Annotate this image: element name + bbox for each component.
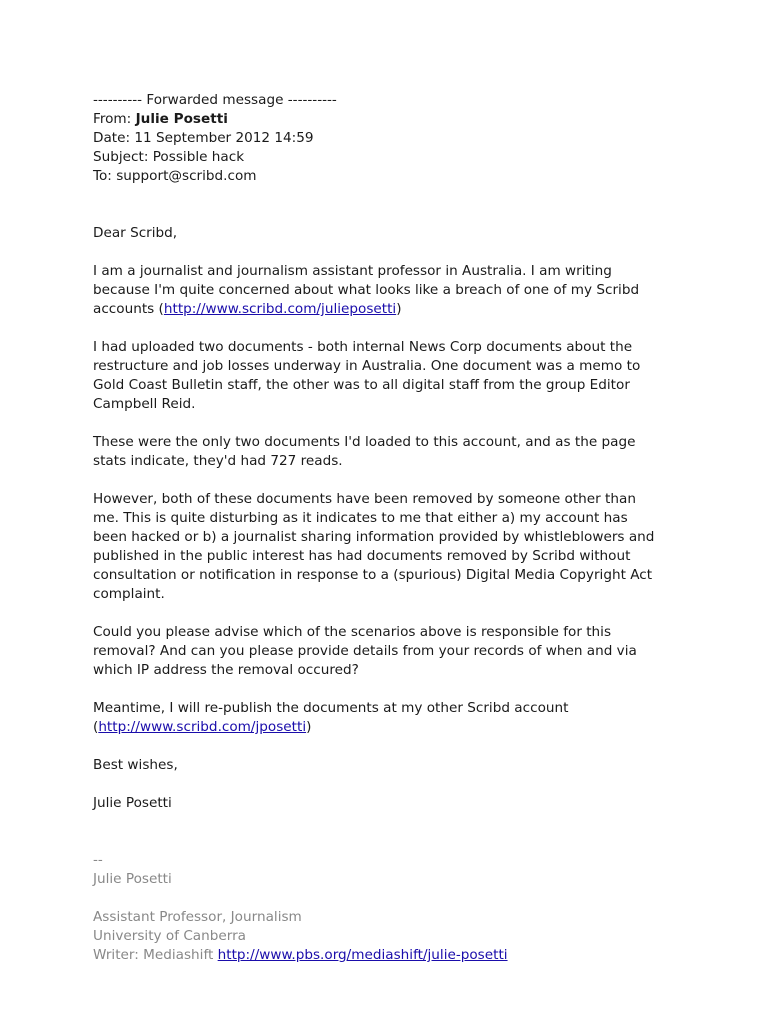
to-line: To: support@scribd.com xyxy=(93,168,257,184)
closing: Best wishes, xyxy=(93,757,178,773)
paragraph-4-line-2: me. This is quite disturbing as it indicates to me that either a) my account has xyxy=(93,510,628,526)
paragraph-3-line-1: These were the only two documents I'd loaded to this account, and as the page xyxy=(93,434,636,450)
paragraph-2-line-4: Campbell Reid. xyxy=(93,396,196,412)
scribd-jposetti-link[interactable]: http://www.scribd.com/jposetti xyxy=(98,719,307,735)
paragraph-6-close-paren: ) xyxy=(306,719,312,735)
signature-org: University of Canberra xyxy=(93,928,247,944)
paragraph-5-line-2: removal? And can you please provide details from your records of when and via xyxy=(93,643,637,659)
paragraph-4-line-6: complaint. xyxy=(93,586,165,602)
paragraph-2 xyxy=(93,338,693,414)
email-body xyxy=(93,224,693,813)
date-line: Date: 11 September 2012 14:59 xyxy=(93,130,314,146)
paragraph-3 xyxy=(93,433,693,471)
email-signature xyxy=(93,851,693,965)
signature-writer-label: Writer: Mediashift xyxy=(93,947,218,963)
from-label: From: xyxy=(93,111,136,127)
greeting: Dear Scribd, xyxy=(93,225,178,241)
paragraph-5 xyxy=(93,623,693,680)
from-line xyxy=(93,110,693,129)
paragraph-6 xyxy=(93,699,693,737)
paragraph-3-line-2: stats indicate, they'd had 727 reads. xyxy=(93,453,343,469)
email-document xyxy=(93,91,693,965)
paragraph-5-line-1: Could you please advise which of the scenarios above is responsible for this xyxy=(93,624,612,640)
paragraph-4-line-4: published in the public interest has had documents removed by Scribd without xyxy=(93,548,631,564)
paragraph-1-close-paren: ) xyxy=(396,301,402,317)
signature-writer xyxy=(93,946,693,965)
paragraph-4-line-5: consultation or notification in response to a (spurious) Digital Media Copyright Act xyxy=(93,567,653,583)
signature-separator: -- xyxy=(93,852,103,868)
paragraph-2-line-2: restructure and job losses underway in Australia. One document was a memo to xyxy=(93,358,641,374)
paragraph-5-line-3: which IP address the removal occured? xyxy=(93,662,359,678)
scribd-julieposetti-link[interactable]: http://www.scribd.com/julieposetti xyxy=(163,301,397,317)
sender-name: Julie Posetti xyxy=(93,795,172,811)
paragraph-6-line-2 xyxy=(93,718,693,737)
paragraph-2-line-3: Gold Coast Bulletin staff, the other was to all digital staff from the group Editor xyxy=(93,377,630,393)
paragraph-1-text: accounts ( xyxy=(93,301,164,317)
paragraph-4 xyxy=(93,490,693,604)
paragraph-2-line-1: I had uploaded two documents - both internal News Corp documents about the xyxy=(93,339,633,355)
subject-line: Subject: Possible hack xyxy=(93,149,245,165)
paragraph-4-line-3: been hacked or b) a journalist sharing information provided by whistleblowers and xyxy=(93,529,655,545)
paragraph-6-line-1: Meantime, I will re-publish the documents at my other Scribd account xyxy=(93,700,569,716)
mediashift-link[interactable]: http://www.pbs.org/mediashift/julie-posetti xyxy=(217,947,508,963)
paragraph-6-open-paren: ( xyxy=(93,719,99,735)
paragraph-4-line-1: However, both of these documents have been removed by someone other than xyxy=(93,491,636,507)
paragraph-1-line-1: I am a journalist and journalism assistant professor in Australia. I am writing xyxy=(93,263,612,279)
paragraph-1 xyxy=(93,262,693,319)
signature-title: Assistant Professor, Journalism xyxy=(93,909,302,925)
forwarded-marker: ---------- Forwarded message ---------- xyxy=(93,92,337,108)
paragraph-1-line-2: because I'm quite concerned about what looks like a breach of one of my Scribd xyxy=(93,282,640,298)
from-name: Julie Posetti xyxy=(135,111,228,127)
paragraph-1-line-3 xyxy=(93,300,693,319)
email-header xyxy=(93,91,693,186)
signature-name: Julie Posetti xyxy=(93,871,172,887)
